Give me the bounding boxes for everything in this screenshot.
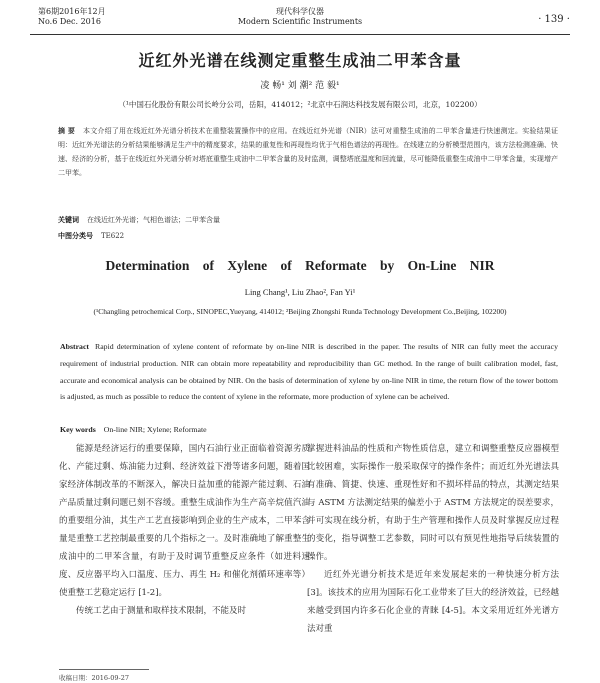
journal-name [30,7,570,27]
issue-en: No.6 Dec. 2016 [38,17,101,26]
paragraph: 近红外光谱分析技术是近年来发展起来的一种快速分析方法 [3]。该技术的应用为国际石化工业带来了巨大的经济效益，已经越来越受到国内许多石化企业的青睐 [4-5]。本文采用近红外光谱方法对重 [307,570,559,634]
keywords-zh-text: 在线近红外光谱；气相色谱法；二甲苯含量 [87,216,220,224]
abstract-zh [58,124,558,180]
body-column-left [59,440,310,620]
clc-number [58,231,124,241]
body-column-right [307,440,559,638]
authors-en: Ling Chang¹, Liu Zhao², Fan Yi¹ [244,287,356,297]
page-number: · 139 · [538,14,570,25]
keywords-en [60,425,207,434]
authors-zh: 凌 畅¹ 刘 潮² 范 毅¹ [260,81,340,91]
header-rule [30,34,570,35]
paragraph: 能源是经济运行的重要保障，国内石油行业正面临着资源劣质化、产能过剩、炼油能力过剩、经济效益下滑等诸多问题，随着国家经济体制改革的不断深入，解决日益加重的能源产能过剩、石油产品质量过剩问题已刻不容缓。重整生成油作为生产高辛烷值汽油的重要组分油，其生产工艺直接影响到企业的生产成本，二甲苯含量是重整工艺控制最重要的几个指标之一。及时准确地了解重整生成油中的二甲苯含量，有助于及时调节重整反应条件（如进料速度、反应器平均入口温度、压力、再生 H₂ 和催化剂循环速率等）使重整工艺稳定运行 [1-2]。 [59,444,310,598]
footnote: 收稿日期：2016-09-27 [59,674,129,682]
footnote-rule [59,669,149,670]
abstract-zh-text: 本文介绍了用在线近红外光谱分析技术在重整装置操作中的应用。在线近红外光谱（NIR）法可对重整生成油的二甲苯含量进行快速测定。实验结果证明：近红外光谱法的分析结果能够满足生产中的精度要求，结果的重复性和再现性均优于气相色谱法的再现性。在线建立的分析模型范围内，该方法检测准确、快速、经济的分析，基于在线近红外光谱分析对塔底重整生成油中二甲苯含量的及时监测，调整塔底温度和回流量，尽可能降低重整生成油中二甲苯含量，实现增产二甲苯。 [58,127,558,177]
running-header [30,7,570,33]
affiliation-zh: （¹中国石化股份有限公司长岭分公司，岳阳，414012；²北京中石润达科技发展有限公司，北京，102200） [118,100,482,109]
keywords-zh-label: 关键词 [58,215,79,224]
keywords-zh [58,215,220,225]
clc-label: 中图分类号 [58,231,93,240]
clc-value: TE622 [101,232,125,240]
abstract-en-label: Abstract [60,342,90,351]
journal-en: Modern Scientific Instruments [237,17,363,26]
keywords-en-text: On-line NIR; Xylene; Reformate [103,425,207,434]
keywords-en-label: Key words [60,425,96,434]
abstract-zh-label: 摘 要 [58,126,76,135]
abstract-en-text: Rapid determination of xylene content of reformate by on-line NIR is described in the paper. The results of NIR can fully meet the accuracy requirement of industrial production. NIR can obtain more repeatability and reproducibility than GC method. In the range of built calibration model, fast, accurate and economical analysis can be obtained by NIR. On the basis of determination of xylene by on-line NIR in time, the return flow of the tower bottom is adjusted, as much as possible to reduce the content of xylene in the reformate, more production of xylene can be acheived. [60,342,558,402]
title-en: Determination of Xylene of Reformate by On-Line NIR [105,258,495,273]
title-zh: 近红外光谱在线测定重整生成油二甲苯含量 [138,51,462,70]
issue-zh: 第6期2016年12月 [38,7,106,16]
affiliation-en: (¹Changling petrochemical Corp., SINOPEC,Yueyang, 414012; ²Beijing Zhongshi Runda Technology Development Co.,Beijing, 102200) [93,307,507,316]
journal-zh: 现代科学仪器 [276,7,324,16]
paragraph: 掌握进料油品的性质和产物性质信息，建立和调整重整反应器模型比较困难，实际操作一般采取保守的操作条件；而近红外光谱法具有准确、简捷、快速、重现性好和不损坏样品的特点，其测定结果与 ASTM 方法测定结果的偏差小于 ASTM 方法规定的误差要求，并可实现在线分析，有助于生产管理和操作人员及时掌握反应过程的变化，指导调整工艺参数，同时可以有预见性地指导后续装置的操作。 [307,444,559,562]
paragraph: 传统工艺由于测量和取样技术限制，不能及时 [76,606,247,616]
abstract-en [60,339,558,406]
